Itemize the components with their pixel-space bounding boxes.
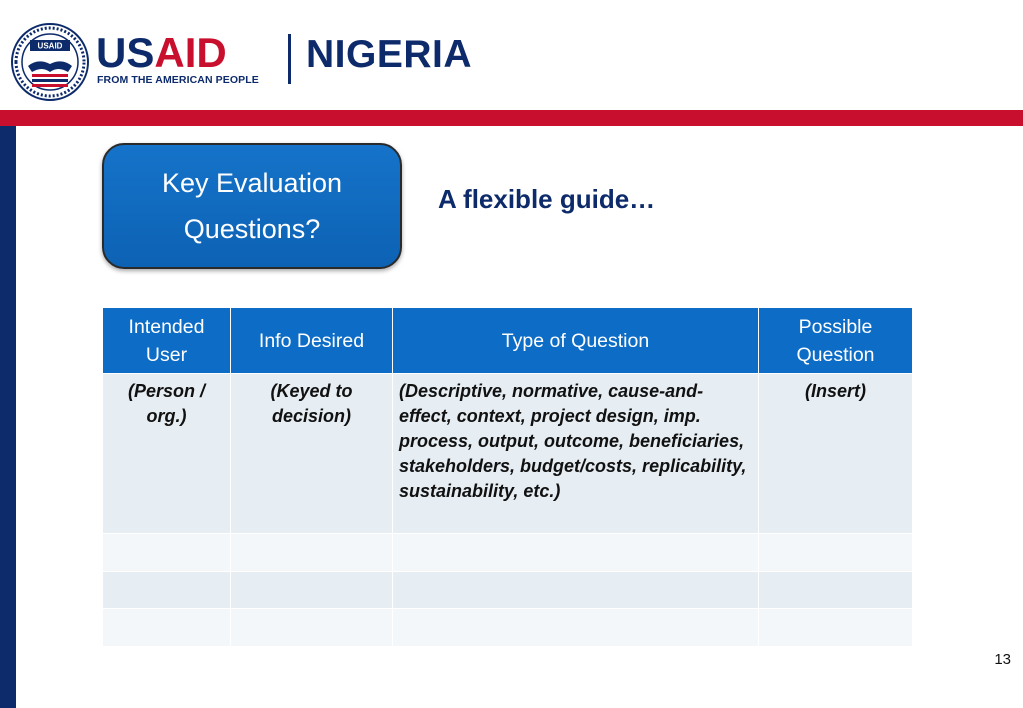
table-cell bbox=[231, 572, 393, 609]
svg-text:USAID: USAID bbox=[37, 41, 63, 51]
usaid-wordmark: USAID bbox=[96, 29, 227, 76]
usaid-tagline: FROM THE AMERICAN PEOPLE bbox=[97, 74, 259, 86]
table-cell bbox=[393, 572, 759, 609]
left-navy-bar bbox=[0, 126, 16, 708]
table-cell bbox=[103, 609, 231, 647]
key-box-text: Key Evaluation Questions? bbox=[161, 168, 343, 244]
table-cell bbox=[759, 609, 913, 647]
table-row bbox=[103, 572, 913, 609]
header-info-desired: Info Desired bbox=[231, 308, 393, 374]
table-row bbox=[103, 609, 913, 647]
header-intended-user: Intended User bbox=[103, 308, 231, 374]
table-cell bbox=[231, 609, 393, 647]
evaluation-questions-table bbox=[102, 307, 913, 647]
table-cell: (Insert) bbox=[759, 374, 913, 534]
table-cell bbox=[393, 534, 759, 572]
table-cell bbox=[103, 534, 231, 572]
header bbox=[0, 0, 1023, 110]
key-evaluation-questions-box bbox=[102, 143, 402, 269]
table-cell: (Person / org.) bbox=[103, 374, 231, 534]
header-possible-question: Possible Question bbox=[759, 308, 913, 374]
page-number: 13 bbox=[994, 651, 1011, 668]
country-name: NIGERIA bbox=[306, 33, 473, 76]
table-header-row bbox=[103, 308, 913, 374]
header-type-of-question: Type of Question bbox=[393, 308, 759, 374]
slide-subtitle: A flexible guide… bbox=[438, 184, 656, 214]
table-cell bbox=[103, 572, 231, 609]
table-cell: (Descriptive, normative, cause-and-effect, context, project design, imp. process, output, outcome, beneficiaries, stakeholders, budget/costs, replicability, sustainability, etc.) bbox=[393, 374, 759, 534]
table-row bbox=[103, 374, 913, 534]
table-cell bbox=[759, 534, 913, 572]
header-red-bar bbox=[0, 110, 1023, 126]
table-cell bbox=[759, 572, 913, 609]
table-row bbox=[103, 534, 913, 572]
table-cell bbox=[231, 534, 393, 572]
table-cell bbox=[393, 609, 759, 647]
table-cell: (Keyed to decision) bbox=[231, 374, 393, 534]
logo-divider bbox=[288, 34, 291, 84]
usaid-seal-icon bbox=[10, 22, 90, 102]
